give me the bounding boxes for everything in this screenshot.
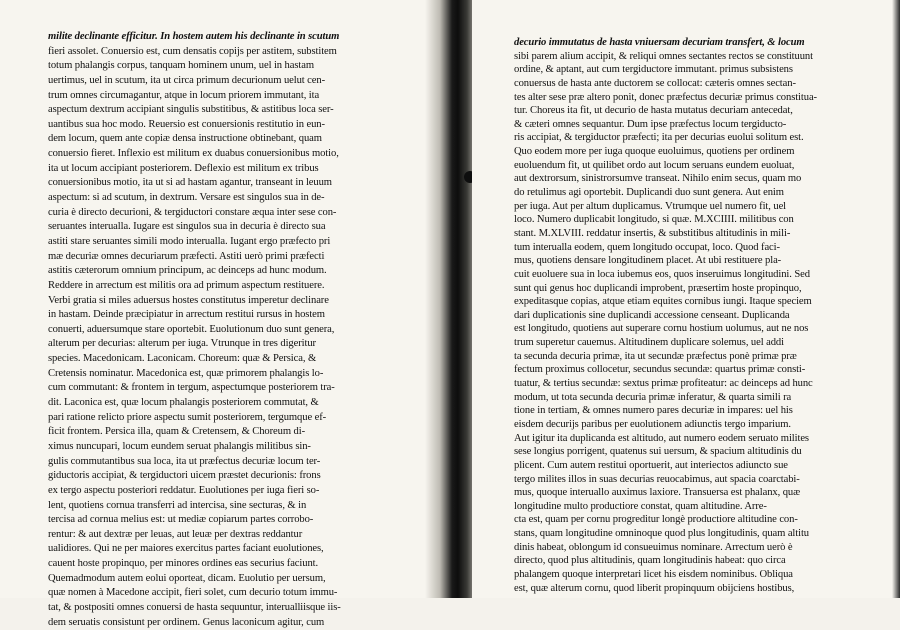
- text-line: modum, ut tota secunda decuria primæ inferatur, & quarta simili ra: [514, 391, 792, 403]
- text-line: ficit frontem. Persica illa, quam & Cretensem, & Choreum di-: [48, 426, 306, 438]
- text-line: mus, quoque interuallo auximus laxiore. Transuersa est phalanx, quæ: [514, 487, 801, 499]
- text-line: Aut igitur ita duplicanda est altitudo, aut numero eodem seruato milites: [514, 432, 809, 444]
- text-line: tergo milites illos in suas decurias reuocabimus, aut spacia coarctabi-: [514, 473, 800, 485]
- text-line: aut dextrorsum, sinistrorsumve transeat. Nihilo enim secus, quam mo: [514, 173, 802, 185]
- text-line: Quemadmodum autem eolui oporteat, dicam. Euolutio per uersum,: [48, 572, 326, 584]
- text-line: cum commutant: & frontem in tergum, aspectumque posteriorem tra-: [48, 382, 335, 394]
- text-line: fieri assolet. Conuersio est, cum densatis copijs per astitem, substitem: [48, 45, 337, 57]
- text-line: cuit euoluere sua in loca iubemus eos, quos inseruimus longitudini. Sed: [514, 268, 810, 280]
- text-line: alterum per decurias: alterum per iuga. Vtrunque in tres digeritur: [48, 338, 316, 350]
- text-line: astiti stare seruantes simili modo interualla. Iugant ergo præfecto pri: [48, 235, 331, 247]
- text-line: conuersus de hasta ante ductorem se collocat: cæteris omnes sectan-: [514, 77, 796, 89]
- text-line: Verbi gratia si miles aduersus hostes constitutus imperetur declinare: [48, 294, 329, 306]
- text-line: ximus nuncupari, locum eundem seruat phalangis militibus sin-: [48, 440, 311, 452]
- text-line: stant. M.XLVIII. reddatur insertis, & substitibus altitudinis in mili-: [514, 227, 791, 239]
- text-line: dit. Laconica est, quæ locum phalangis posteriorem commutat, &: [48, 397, 319, 409]
- text-line: ex tergo aspectu posteriori reddatur. Euolutiones per iuga fieri so-: [48, 484, 320, 496]
- text-line: totum phalangis corpus, tanquam hominem unum, uel in hastam: [48, 60, 314, 72]
- text-line: per iuga. Aut per altum duplicamus. Vtrumque uel numero fit, uel: [514, 200, 787, 212]
- text-line: tercisa ad cornua melius est: ut mediæ copiarum partes corrobo-: [48, 514, 314, 526]
- text-line: tuatur, & tertius secundæ: sextus primæ profiteatur: ac deinceps ad hunc: [514, 378, 813, 390]
- text-line: lent, quotiens cornua transferri ad intercisa, sine secturas, & in: [48, 499, 307, 511]
- text-line: dari duplicationis sine duplicandi accessione censeant. Duplicanda: [514, 309, 790, 321]
- text-line: sese longius porrigent, quatenus sui uersum, & spacium altitudinis du: [514, 446, 802, 458]
- text-line: & cæteri omnes sequantur. Dum ipse præfectus locum tergiducto-: [514, 118, 787, 130]
- text-line: eisdem decurijs paribus per euolutionem adiunctis tergo imparium.: [514, 418, 791, 430]
- text-line: gulis commutantibus sua loca, ita ut præfectus decuriæ locum ter-: [48, 455, 321, 467]
- text-line: sibi parem alium accipit, & reliqui omnes sectantes rectos se constituunt: [514, 50, 813, 62]
- text-line: est longitudo, quotiens aut superare cornu hostium uolumus, aut ne nos: [514, 323, 809, 335]
- text-line: conuersio fieret. Inflexio est militum ex duabus conuersionibus motio,: [48, 148, 339, 160]
- text-line: curia è directo decurioni, & tergiductori constare æqua inter sese con-: [48, 206, 337, 218]
- text-line: fectum proximus collocetur, secundus secundæ: quartus primæ consti-: [514, 364, 806, 376]
- text-line: directo, quod plus altitudinis, quam longitudinis habeat: quo circa: [514, 555, 786, 567]
- text-line: phalangem quoque interpretari licet his eisdem nominibus. Obliqua: [514, 568, 793, 580]
- text-line: milite declinante efficitur. In hostem autem his declinante in scutum: [48, 31, 340, 42]
- text-line: decurio immutatus de hasta vniuersam decuriam transfert, & locum: [514, 37, 805, 48]
- text-line: euoluendum fit, ut quilibet ordo aut locum seruans eundem euoluat,: [514, 159, 795, 171]
- text-line: pari ratione relicto priore aspectu sumit posteriorem, tergumque ef-: [48, 411, 327, 423]
- text-line: tum interualla eodem, quem longitudo occupat, loco. Quod faci-: [514, 241, 780, 253]
- text-line: uantibus sua hoc modo. Reuersio est conuersionis restitutio in eun-: [48, 118, 325, 130]
- text-line: expeditasque copias, atque etiam equites cornibus iungi. Itaque speciem: [514, 296, 812, 308]
- text-line: Quo eodem more per iuga quoque euoluimus, quotiens per ordinem: [514, 146, 795, 158]
- text-line: conuerti, aduersumque stare oportebit. Euolutionum duo sunt genera,: [48, 323, 335, 335]
- text-line: tur. Choreus ita fit, ut decurio de hasta mutatus decuriam antecedat,: [514, 105, 793, 117]
- text-line: astitis cæterorum omnium principum, ac deinceps ad hunc modum.: [48, 265, 327, 277]
- text-line: tione in tertiam, & omnes numero pares decuriæ in impares: uel his: [514, 405, 793, 417]
- text-line: dem locum, quem ante copiæ densa instructione obtinebant, quam: [48, 133, 322, 145]
- text-line: tes alter sese præ altero ponit, donec præfectus decuriæ primus constitua-: [514, 91, 817, 103]
- text-line: Reddere in arrectum est militis ora ad primum aspectum restituere.: [48, 279, 325, 291]
- text-line: seruantes interualla. Iugare est singulos sua in decuria è directo sua: [48, 221, 326, 233]
- text-line: Cretensis nominatur. Macedonica est, quæ primorem phalangis lo-: [48, 367, 324, 379]
- right-page: [472, 0, 900, 598]
- text-line: ualidiores. Qui ne per maiores exercitus partes faciant euolutiones,: [48, 543, 324, 555]
- text-line: loco. Numero duplicabit longitudo, si quæ. M.XCIIII. militibus con: [514, 214, 794, 226]
- text-line: do retulimus agi oportebit. Duplicandi duo sunt genera. Aut enim: [514, 187, 784, 199]
- text-line: ris accipiat, & tergiductor præfecti; ita per decurias euolui solitum est.: [514, 132, 804, 144]
- text-line: in hastam. Deinde præcipiatur in arrectum restitui rursus in hostem: [48, 309, 325, 321]
- text-line: quæ nomen à Macedone accipit, fieri solet, cum decurio totum immu-: [48, 587, 338, 599]
- text-line: est, quæ alterum cornu, quod liberit propinquum obijciens hostibus,: [514, 582, 795, 594]
- text-line: species. Macedonicam. Laconicam. Choreum: quæ & Persica, &: [48, 353, 317, 365]
- text-line: ordine, & aptant, aut cum tergiductore immutant. primus subsistens: [514, 64, 793, 76]
- text-line: trum superetur cauemus. Altitudinem duplicare solemus, uel addi: [514, 337, 784, 349]
- page-edge-shadow: [892, 0, 900, 598]
- right-page-text: [514, 36, 886, 595]
- text-line: rentur: & aut dextræ per leuas, aut leuæ per dextras reddantur: [48, 528, 303, 540]
- text-line: sunt qui genus hoc duplicandi improbent, præsertim hoste propinquo,: [514, 282, 802, 294]
- text-line: ta secunda decuria primæ, ita ut secundæ præfectus ponè primæ præ: [514, 350, 797, 362]
- text-line: ita ut locum accipiant posteriorem. Deflexio est militum ex tribus: [48, 162, 319, 174]
- text-line: dinis habeat, oblongum id consueuimus nominare. Arrectum uerò è: [514, 541, 793, 553]
- text-line: uertimus, uel in scutum, ita ut circa primum decurionum uelut cen-: [48, 74, 326, 86]
- text-line: mæ decuriæ omnes decuriarum præfecti. Astiti uerò primi præfecti: [48, 250, 325, 262]
- text-line: mus, quotiens densare longitudinem placet. At ubi restituere pla-: [514, 255, 782, 267]
- text-line: tat, & postpositi omnes conuersi de hasta sequuntur, interualliisque iis-: [48, 601, 341, 613]
- text-line: plicent. Cum autem restitui oportuerit, aut interiectos adiuncto sue: [514, 459, 788, 471]
- text-line: cauent hoste propinquo, per minores ordines eas securius faciunt.: [48, 558, 319, 570]
- text-line: aspectum dextrum accipiant singulis substitibus, & astitibus loca ser-: [48, 104, 334, 116]
- text-line: aspectum: si ad scutum, in dextrum. Versare est singulos sua in de-: [48, 192, 325, 204]
- text-line: longitudine multo productiore constat, quam altitudine. Arre-: [514, 500, 767, 512]
- left-page-text: [48, 30, 418, 630]
- text-line: conuersionibus motio, ita ut si ad hastam agantur, transeant in leuum: [48, 177, 332, 189]
- text-line: stans, quam longitudine omninoque quod plus longitudinis, quam altitu: [514, 528, 810, 540]
- text-line: dem seruatis consistunt per ordinem. Genus laconicum agitur, cum: [48, 616, 325, 628]
- text-line: cta est, quam per cornu progreditur longè productiore altitudine con-: [514, 514, 798, 526]
- text-line: trum omnes circumagantur, atque in locum priorem immutant, ita: [48, 89, 320, 101]
- text-line: giductoris accipiat, & tergiductori uicem præstet decurionis: frons: [48, 470, 321, 482]
- left-page: [0, 0, 440, 628]
